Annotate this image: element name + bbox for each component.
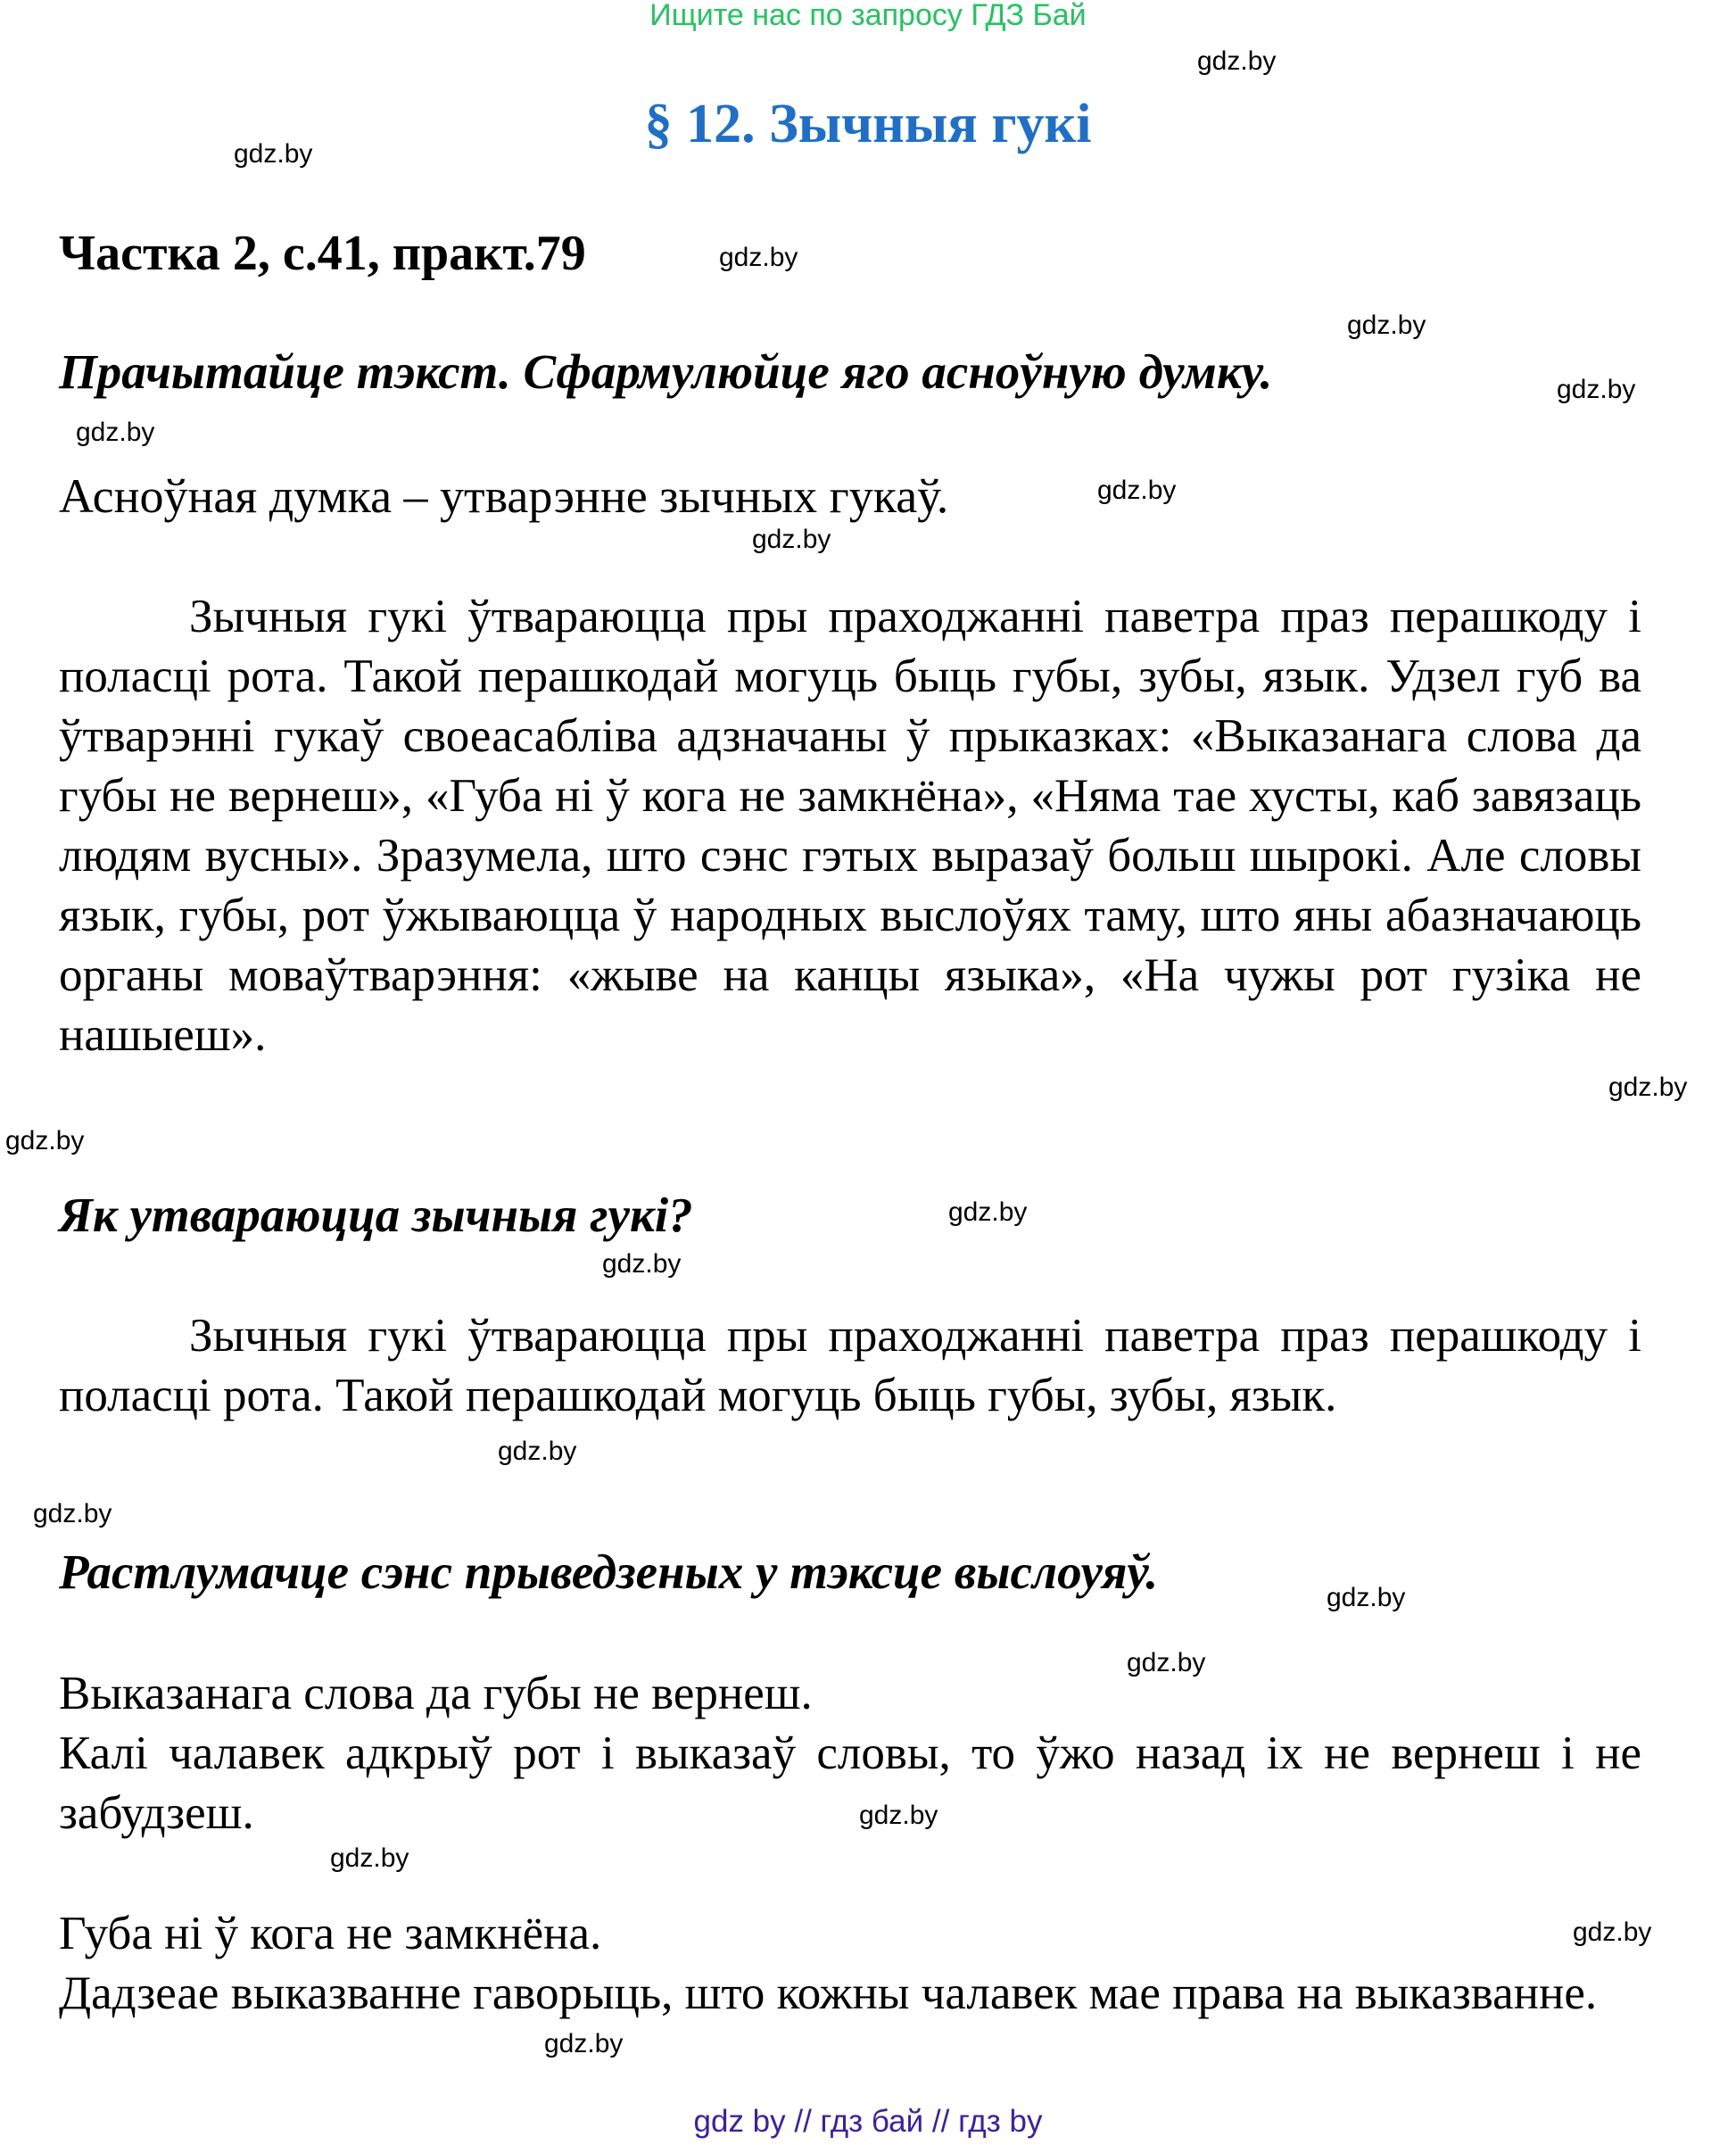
- saying-2-block: [59, 1904, 1641, 2024]
- answer-main-idea: Асноўная думка – утварэнне зычных гукаў.: [59, 469, 949, 523]
- section-heading: Частка 2, с.41, практ.79: [59, 226, 586, 281]
- watermark: gdz.by: [1608, 1072, 1688, 1102]
- saying-1: Выказанага слова да губы не вернеш.: [59, 1668, 813, 1719]
- watermark: gdz.by: [544, 2029, 624, 2058]
- watermark: gdz.by: [752, 525, 831, 554]
- page-title: § 12. Зычныя гукі: [644, 94, 1092, 154]
- watermark: gdz.by: [1347, 311, 1426, 340]
- watermark: gdz.by: [948, 1197, 1028, 1227]
- watermark: gdz.by: [234, 139, 313, 169]
- watermark: gdz.by: [1197, 46, 1277, 76]
- saying-2: Губа ні ў кога не замкнёна.: [59, 1908, 602, 1959]
- watermark: gdz.by: [1573, 1917, 1652, 1947]
- text-paragraph-2: Зычныя гукі ўтвараюцца пры праходжанні паветра праз перашкоду і поласці рота. Такой перашкодай могуць быць губы, зубы, язык.: [59, 1310, 1641, 1421]
- saying-1-block: [59, 1664, 1641, 1843]
- watermark: gdz.by: [1127, 1648, 1206, 1677]
- task-heading-1: Прачытайце тэкст. Сфармулюйце яго асноўную думку.: [59, 344, 1273, 399]
- text-paragraph-1: Зычныя гукі ўтвараюцца пры праходжанні паветра праз перашкоду і поласці рота. Такой перашкодай могуць быць губы, зубы, язык. Удзел губ ва ўтварэнні гукаў своеасабліва адзначаны ў прыказках: «Выказанага слова да губы не вернеш», «Губа ні ў кога не замкнёна», «Няма тае хусты, каб завязаць людям вусны». Зразумела, што сэнс гэтых выразаў больш шырокі. Але словы язык, губы, рот ўжываюцца ў народных выслоўях таму, што яны абазначаюць органы моваўтварэння: «жыве на канцы языка», «На чужы рот гузіка не нашыеш».: [59, 591, 1641, 1061]
- saying-1-explanation: Калі чалавек адкрыў рот і выказаў словы, то ўжо назад іх не вернеш і не забудзеш.: [59, 1727, 1641, 1839]
- footer-links: gdz by // гдз бай // гдз by: [693, 2104, 1043, 2139]
- task-heading-3: Растлумачце сэнс прыведзеных у тэксце выслоуяў.: [59, 1545, 1159, 1599]
- saying-2-explanation: Дадзеае выказванне гаворыць, што кожны чалавек мае права на выказванне.: [59, 1967, 1598, 2019]
- watermark: gdz.by: [602, 1249, 682, 1279]
- watermark: gdz.by: [1097, 476, 1177, 505]
- watermark: gdz.by: [33, 1499, 112, 1528]
- search-banner: Ищите нас по запросу ГДЗ Бай: [649, 0, 1087, 32]
- watermark: gdz.by: [719, 243, 798, 272]
- watermark: gdz.by: [5, 1126, 85, 1155]
- watermark: gdz.by: [1557, 375, 1636, 404]
- watermark: gdz.by: [330, 1843, 409, 1873]
- watermark: gdz.by: [76, 418, 155, 447]
- task-heading-2: Як утвараюцца зычныя гукі?: [59, 1188, 693, 1242]
- watermark: gdz.by: [859, 1801, 938, 1830]
- watermark: gdz.by: [498, 1437, 577, 1466]
- watermark: gdz.by: [1327, 1583, 1406, 1612]
